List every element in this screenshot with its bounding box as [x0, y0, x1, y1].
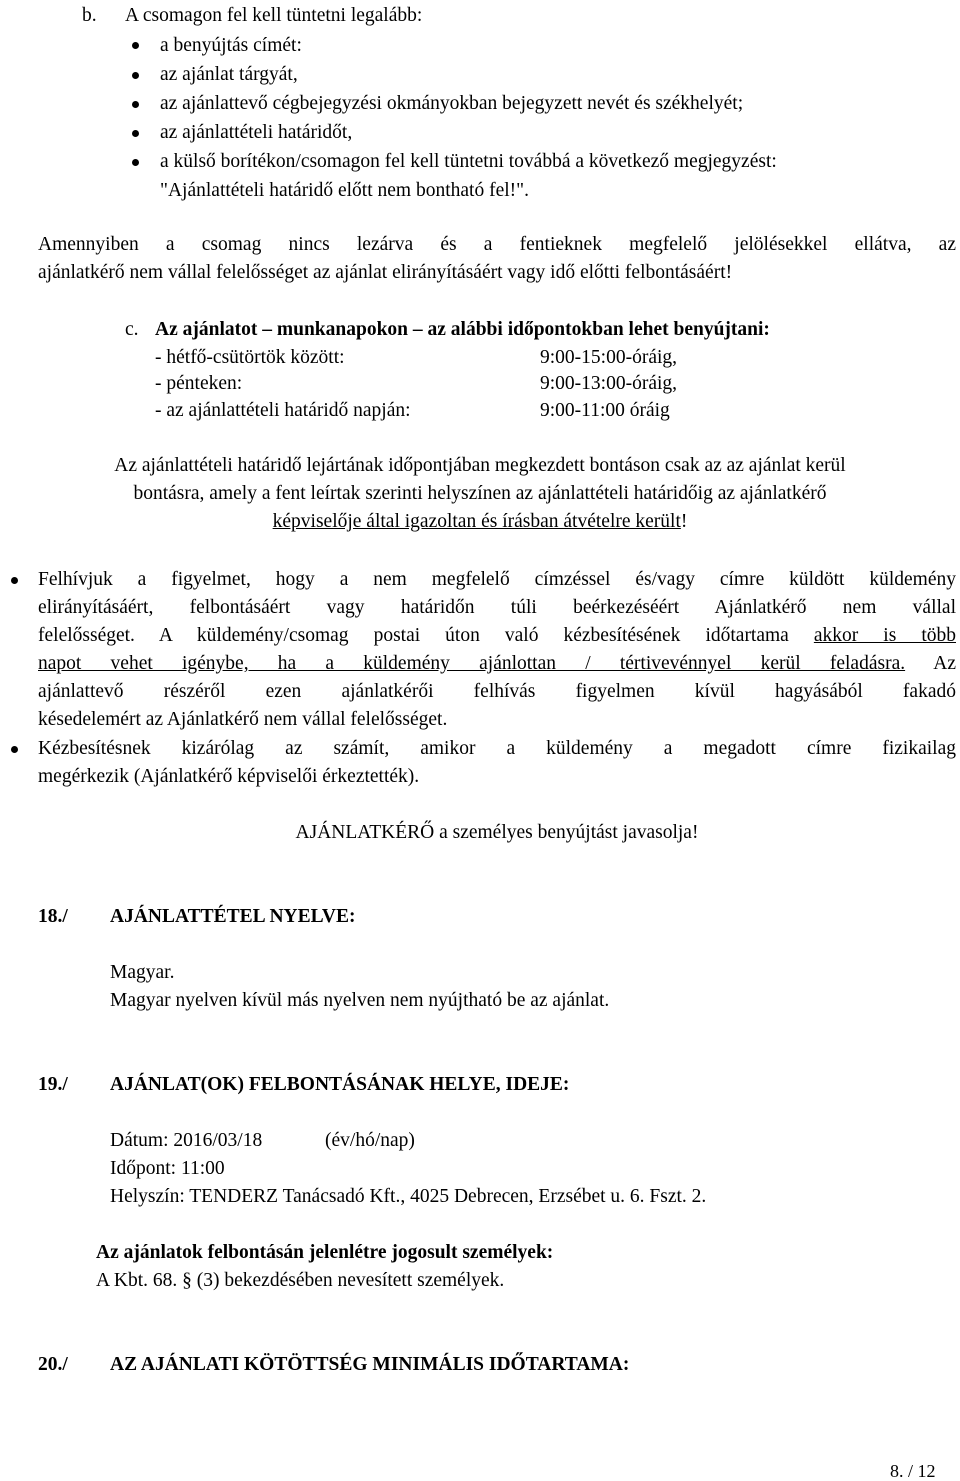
section-19-title: AJÁNLAT(OK) FELBONTÁSÁNAK HELYE, IDEJE:	[110, 1074, 570, 1095]
opening-line-1: Az ajánlattételi határidő lejártának időpontjában megkezdett bontáson csak az az ajánlat kerül	[114, 455, 846, 476]
bullet-icon	[11, 746, 18, 753]
notice-1-line-4-end: Az	[905, 653, 956, 674]
schedule-day-3: - az ajánlattételi határidő napján:	[155, 400, 411, 421]
section-18-number: 18./	[38, 906, 68, 927]
section-b-bullet-5: a külső borítékon/csomagon fel kell tüntetni továbbá a következő megjegyzést:	[160, 151, 777, 172]
section-20-title: AZ AJÁNLATI KÖTÖTTSÉG MINIMÁLIS IDŐTARTAMA:	[110, 1354, 630, 1375]
schedule-time-2: 9:00-13:00-óráig,	[540, 373, 678, 394]
section-b-bullet-5-cont: "Ajánlattételi határidő előtt nem bontható fel!".	[160, 180, 529, 201]
opening-place: Helyszín: TENDERZ Tanácsadó Kft., 4025 Debrecen, Erzsébet u. 6. Fszt. 2.	[110, 1186, 707, 1207]
notice-1-line-6: késedelemért az Ajánlatkérő nem vállal felelősséget.	[38, 709, 448, 730]
schedule-time-1: 9:00-15:00-óráig,	[540, 347, 678, 368]
opening-line-2: bontásra, amely a fent leírtak szerinti helyszínen az ajánlattételi határidőig az ajánlatkérő	[133, 483, 827, 504]
opening-time: Időpont: 11:00	[110, 1158, 225, 1179]
section-18-title: AJÁNLATTÉTEL NYELVE:	[110, 906, 356, 927]
section-b-bullet-4: az ajánlattételi határidőt,	[160, 122, 353, 143]
page-number: 8. / 12	[890, 1461, 936, 1481]
notice-1-line-1: Felhívjuk a figyelmet, hogy a nem megfelelő címzéssel és/vagy címre küldött küldemény	[38, 569, 956, 590]
section-b-bullet-2: az ajánlat tárgyát,	[160, 64, 298, 85]
section-18-line-1: Magyar.	[110, 962, 175, 983]
attendees-heading: Az ajánlatok felbontásán jelenlétre jogosult személyek:	[96, 1242, 554, 1263]
schedule-time-3: 9:00-11:00 óráig	[540, 400, 670, 421]
notice-2-line-2: megérkezik (Ajánlatkérő képviselői érkeztették).	[38, 766, 420, 787]
section-19-number: 19./	[38, 1074, 68, 1095]
section-b-letter: b.	[82, 5, 97, 26]
section-18-line-2: Magyar nyelven kívül más nyelven nem nyújtható be az ajánlat.	[110, 990, 610, 1011]
section-b-warning-line-1: Amennyiben a csomag nincs lezárva és a fentieknek megfelelő jelölésekkel ellátva, az	[38, 234, 956, 255]
bullet-icon	[132, 159, 139, 166]
opening-date-format: (év/hó/nap)	[325, 1130, 415, 1151]
bullet-icon	[132, 72, 139, 79]
notice-1-line-3-text: felelősséget. A küldemény/csomag postai úton való kézbesítésének időtartama	[38, 625, 814, 646]
section-b-bullet-1: a benyújtás címét:	[160, 35, 302, 56]
opening-date: Dátum: 2016/03/18	[110, 1130, 263, 1151]
notice-1-line-3	[38, 626, 956, 646]
notice-1-line-4	[38, 654, 956, 674]
section-b-warning-line-2: ajánlatkérő nem vállal felelősséget az ajánlat elirányításáért vagy idő előtti felbontásáért!	[38, 262, 733, 283]
notice-2-line-1: Kézbesítésnek kizárólag az számít, amikor a küldemény a megadott címre fizikailag	[38, 738, 956, 759]
bullet-icon	[132, 130, 139, 137]
bullet-icon	[132, 101, 139, 108]
section-20-number: 20./	[38, 1354, 68, 1375]
opening-line-3-end: !	[680, 511, 688, 532]
schedule-day-1: - hétfő-csütörtök között:	[155, 347, 345, 368]
opening-line-3	[0, 512, 960, 532]
section-c-letter: c.	[125, 319, 139, 340]
notice-1-line-4-underlined: napot vehet igénybe, ha a küldemény ajánlottan / tértivevénnyel kerül feladásra.	[38, 653, 906, 674]
recommendation: AJÁNLATKÉRŐ a személyes benyújtást javasolja!	[295, 822, 699, 843]
notice-1-line-3-underlined: akkor is több	[813, 625, 956, 646]
notice-1-line-5: ajánlattevő részéről ezen ajánlatkérői felhívás figyelmen kívül hagyásából fakadó	[38, 681, 956, 702]
schedule-day-2: - pénteken:	[155, 373, 243, 394]
notice-1-line-2: elirányításáért, felbontásáért vagy határidőn túli beérkezéséért Ajánlatkérő nem vállal	[38, 597, 956, 618]
section-b-bullet-3: az ajánlattevő cégbejegyzési okmányokban bejegyzett nevét és székhelyét;	[160, 93, 744, 114]
bullet-icon	[132, 42, 139, 49]
section-b-intro: A csomagon fel kell tüntetni legalább:	[125, 5, 423, 26]
opening-line-3-underlined: képviselője által igazoltan és írásban átvételre került	[272, 511, 681, 532]
bullet-icon	[11, 577, 18, 584]
attendees-text: A Kbt. 68. § (3) bekezdésében nevesített személyek.	[96, 1270, 505, 1291]
section-c-heading: Az ajánlatot – munkanapokon – az alábbi időpontokban lehet benyújtani:	[155, 319, 770, 340]
